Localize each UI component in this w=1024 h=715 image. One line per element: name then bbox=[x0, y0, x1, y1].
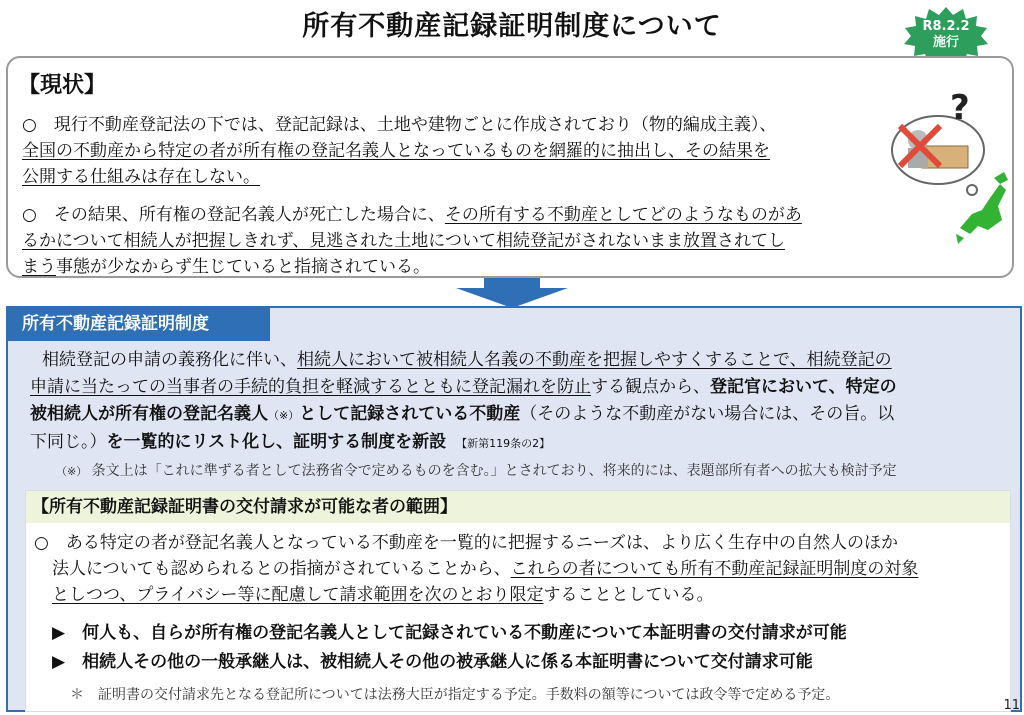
badge-date: R8.2.2 bbox=[922, 19, 970, 34]
current-situation-box bbox=[6, 56, 1014, 278]
current-p2-line3a: まう bbox=[22, 257, 56, 277]
current-p2-line1b: その所有する不動産としてどのようなものがあ bbox=[444, 205, 802, 225]
range-bullet-2: ▶ 相続人その他の一般承継人は、被相続人その他の被承継人に係る本証明書について交付請求可能 bbox=[52, 652, 813, 672]
thought-bubble-dot bbox=[967, 185, 977, 195]
current-p1-line3: 公開する仕組みは存在しない。 bbox=[22, 167, 260, 187]
down-arrow-icon bbox=[456, 278, 568, 308]
seido-l2c: 登記官において、特定の bbox=[710, 377, 897, 397]
page-title: 所有不動産記録証明制度について bbox=[302, 11, 722, 42]
range-line2b: これらの者についても所有不動産記録証明制度の対象 bbox=[510, 559, 919, 579]
seido-l4a: 下同じ。） bbox=[30, 432, 107, 452]
seido-l2b: する観点から、 bbox=[591, 377, 710, 397]
range-line3b: することとしている。 bbox=[543, 585, 714, 605]
range-line1: ○ ある特定の者が登記名義人となっている不動産を一覧的に把握するニーズは、より広く生存中の自然人のほか bbox=[34, 533, 898, 553]
current-p2-line1a: ○ その結果、所有権の登記名義人が死亡した場合に、 bbox=[22, 205, 445, 225]
current-paragraph-2 bbox=[22, 202, 802, 280]
range-heading: 【所有不動産記録証明書の交付請求が可能な者の範囲】 bbox=[26, 491, 1010, 523]
new-system-note bbox=[56, 460, 897, 480]
seido-l3a: 被相続人が所有権の登記名義人 bbox=[30, 404, 268, 424]
seido-l4b: を一覧的にリスト化し、証明する制度を新設 bbox=[106, 432, 447, 452]
range-line3a: としつつ、プライバシー等に配慮して請求範囲を次のとおり限定 bbox=[52, 585, 544, 605]
current-heading: 【現状】 bbox=[18, 73, 107, 98]
current-p2-line3b: 事態が少なからず生じていると指摘されている。 bbox=[56, 257, 430, 277]
hokkaido-shape bbox=[994, 172, 1008, 184]
badge-label: 施行 bbox=[932, 35, 959, 50]
range-bullet-1: ▶ 何人も、自らが所有権の登記名義人として記録されている不動産について本証明書の交付請求が可能 bbox=[52, 623, 847, 643]
seido-l3c: （そのような不動産がない場合には、その旨。以 bbox=[520, 404, 895, 424]
range-paragraph bbox=[34, 530, 918, 608]
seido-l3b: として記録されている不動産 bbox=[299, 404, 521, 424]
current-p1-line1: ○ 現行不動産登記法の下では、登記記録は、土地や建物ごとに作成されており（物的編成主義）、 bbox=[22, 115, 777, 135]
note-text: 条文上は「これに準ずる者として法務省令で定めるものを含む。」とされており、将来的には、表題部所有者への拡大も検討予定 bbox=[91, 463, 897, 479]
current-p1-line2: 全国の不動産から特定の者が所有権の登記名義人となっているものを網羅的に抽出し、その結果を bbox=[22, 141, 770, 161]
current-paragraph-1 bbox=[22, 112, 776, 190]
new-system-tab: 所有不動産記録証明制度 bbox=[8, 307, 270, 341]
current-p2-line2: るかについて相続人が把握しきれず、見逃された土地について相続登記がされないまま放置されてし bbox=[22, 231, 785, 251]
range-footnote: ＊ 証明書の交付請求先となる登記所については法務大臣が指定する予定。手数料の額等については政令等で定める予定。 bbox=[70, 687, 840, 703]
illustration bbox=[890, 88, 1014, 268]
seido-l1a: 相続登記の申請の義務化に伴い、 bbox=[42, 350, 297, 370]
kyushu-shape bbox=[956, 234, 964, 244]
seido-l1b: 相続人において被相続人名義の不動産を把握しやすくすることで、相続登記の bbox=[297, 350, 892, 370]
note-mark: （※） bbox=[56, 465, 88, 478]
seido-l3-mark: （※） bbox=[268, 409, 300, 422]
range-line2a: 法人についても認められるとの指摘がされていることから、 bbox=[52, 559, 511, 579]
question-mark-icon: ? bbox=[950, 88, 970, 128]
article-reference: 【新第119条の2】 bbox=[456, 437, 551, 450]
seido-l2a: 申請に当たっての当事者の手続的負担を軽減するとともに登記漏れを防止 bbox=[30, 377, 591, 397]
new-system-text bbox=[30, 347, 897, 457]
page-number: 11 bbox=[1003, 698, 1020, 713]
